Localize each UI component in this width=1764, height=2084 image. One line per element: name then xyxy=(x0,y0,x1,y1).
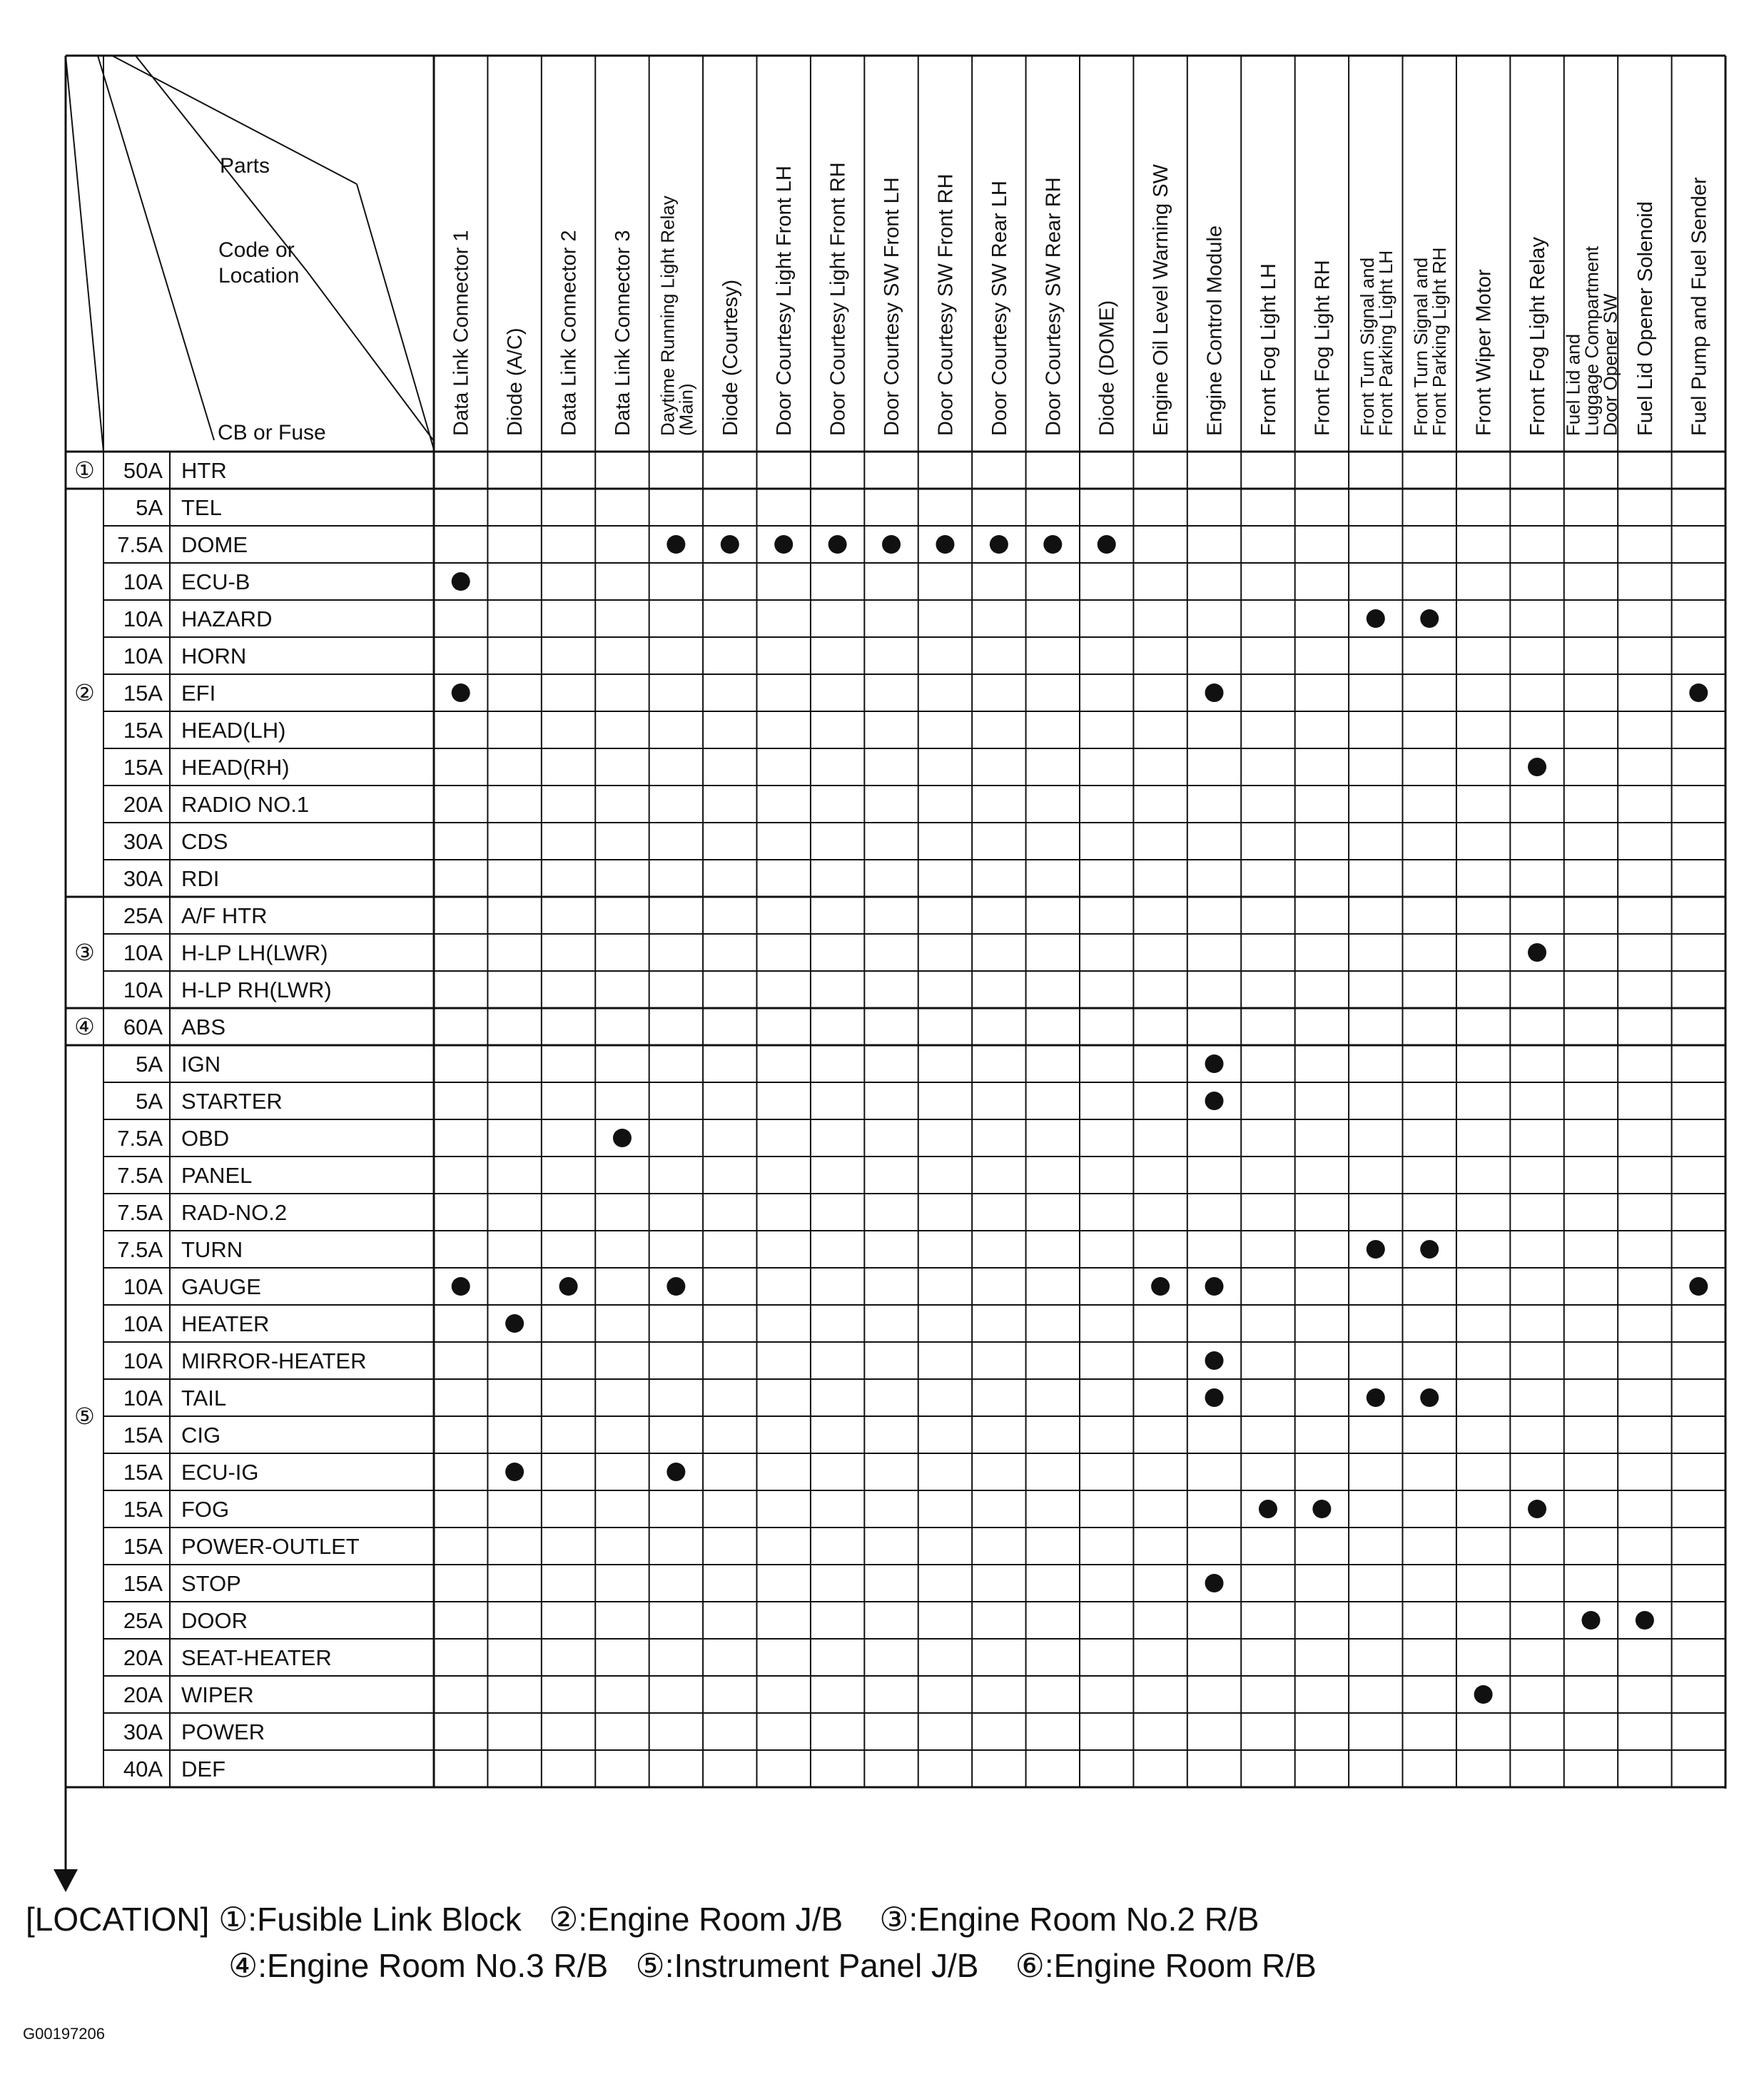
part-header-22: Fuel Lid and xyxy=(1562,333,1584,436)
fuse-name: STOP xyxy=(181,1571,241,1596)
fuse-name: RADIO NO.1 xyxy=(181,792,310,817)
fuse-amperage: 10A xyxy=(123,644,163,669)
fuse-amperage: 10A xyxy=(123,940,163,965)
connection-dot xyxy=(1474,1685,1493,1704)
fuse-name: HTR xyxy=(181,458,227,483)
fuse-amperage: 15A xyxy=(123,681,163,706)
part-header-22: Luggage Compartment xyxy=(1581,246,1603,436)
fuse-name: SEAT-HEATER xyxy=(181,1645,332,1670)
part-header-4: Data Link Connector 3 xyxy=(611,230,634,436)
connection-dot xyxy=(1312,1500,1331,1518)
fuse-amperage: 50A xyxy=(123,458,163,483)
fuse-name: H-LP LH(LWR) xyxy=(181,940,328,965)
connection-dot xyxy=(1205,1574,1224,1592)
connection-dot xyxy=(828,535,847,554)
code-location-label: Code or xyxy=(218,238,295,262)
fuse-name: TAIL xyxy=(181,1386,227,1410)
connection-dot xyxy=(1043,535,1062,554)
connection-dot xyxy=(505,1314,524,1333)
fuse-name: TEL xyxy=(181,495,222,520)
fuse-amperage: 10A xyxy=(123,977,163,1002)
part-header-14: Engine Oil Level Warning SW xyxy=(1150,164,1173,436)
fuse-name: EFI xyxy=(181,681,216,706)
connection-dot xyxy=(721,535,739,554)
connection-dot xyxy=(1689,1277,1708,1296)
fuse-name: DOOR xyxy=(181,1608,248,1633)
connection-dot xyxy=(1420,1240,1439,1259)
connection-dot xyxy=(882,535,901,554)
fuse-amperage: 15A xyxy=(123,1423,163,1448)
connection-dot xyxy=(1581,1611,1600,1630)
fuse-amperage: 30A xyxy=(123,829,163,854)
header-diagonal xyxy=(307,271,434,441)
part-header-11: Door Courtesy SW Rear LH xyxy=(988,181,1011,436)
connection-dot xyxy=(1528,1500,1546,1518)
fuse-name: DOME xyxy=(181,532,248,557)
parts-label: Parts xyxy=(220,154,270,178)
connection-dot xyxy=(1205,1388,1224,1407)
code-location-label: Location xyxy=(218,264,300,288)
fuse-amperage: 30A xyxy=(123,1719,163,1744)
part-header-15: Engine Control Module xyxy=(1203,225,1227,436)
connection-dot xyxy=(1151,1277,1170,1296)
fuse-amperage: 5A xyxy=(136,1052,163,1077)
fuse-amperage: 10A xyxy=(123,1274,163,1299)
fuse-amperage: 15A xyxy=(123,1571,163,1596)
part-header-23: Fuel Lid Opener Solenoid xyxy=(1633,201,1657,436)
fuse-amperage: 15A xyxy=(123,1460,163,1485)
header-diagonal xyxy=(357,184,434,449)
fuse-amperage: 20A xyxy=(123,1682,163,1707)
fuse-name: A/F HTR xyxy=(181,903,268,928)
fuse-name: ECU-IG xyxy=(181,1460,259,1485)
connection-dot xyxy=(1205,1277,1224,1296)
connection-dot xyxy=(613,1129,632,1147)
header-diagonal xyxy=(66,56,103,452)
part-header-20: Front Wiper Motor xyxy=(1472,269,1496,436)
location-legend-line-2: ④:Engine Room No.3 R/B ⑤:Instrument Panel J/B ⑥:Engine Room R/B xyxy=(228,1947,1317,1984)
part-header-9: Door Courtesy SW Front LH xyxy=(881,177,904,436)
fuse-amperage: 15A xyxy=(123,1497,163,1522)
fuse-amperage: 10A xyxy=(123,1348,163,1373)
connection-dot xyxy=(990,535,1008,554)
fuse-amperage: 7.5A xyxy=(117,532,163,557)
fuse-amperage: 30A xyxy=(123,866,163,891)
location-arrow-head xyxy=(54,1869,78,1892)
connection-dot xyxy=(666,1277,685,1296)
part-header-16: Front Fog Light LH xyxy=(1257,263,1280,436)
part-header-22: Door Opener SW xyxy=(1599,293,1621,436)
connection-dot xyxy=(452,572,470,591)
connection-dot xyxy=(1259,1500,1277,1518)
part-header-17: Front Fog Light RH xyxy=(1311,260,1334,436)
fuse-name: HEAD(RH) xyxy=(181,755,290,780)
fuse-amperage: 15A xyxy=(123,718,163,743)
connection-dot xyxy=(1420,609,1439,628)
fuse-name: PANEL xyxy=(181,1163,253,1188)
location-legend-line-1: [LOCATION] ①:Fusible Link Block ②:Engine Room J/B ③:Engine Room No.2 R/B xyxy=(26,1901,1259,1938)
connection-dot xyxy=(1205,1054,1224,1073)
connection-dot xyxy=(505,1463,524,1481)
fuse-name: CDS xyxy=(181,829,228,854)
connection-dot xyxy=(452,683,470,702)
fuse-amperage: 25A xyxy=(123,1608,163,1633)
location-code-2: ② xyxy=(74,680,95,706)
connection-dot xyxy=(666,1463,685,1481)
part-header-7: Door Courtesy Light Front LH xyxy=(773,166,796,436)
part-header-3: Data Link Connector 2 xyxy=(557,230,581,436)
fuse-name: WIPER xyxy=(181,1682,254,1707)
location-code-4: ④ xyxy=(74,1014,95,1040)
fuse-name: STARTER xyxy=(181,1089,283,1114)
connection-dot xyxy=(1205,1351,1224,1370)
part-header-8: Door Courtesy Light Front RH xyxy=(826,162,850,436)
fuse-name: HEATER xyxy=(181,1311,270,1336)
connection-dot xyxy=(1205,683,1224,702)
fuse-name: MIRROR-HEATER xyxy=(181,1348,367,1373)
fuse-name: RDI xyxy=(181,866,220,891)
part-header-19: Front Parking Light RH xyxy=(1429,247,1451,436)
part-header-21: Front Fog Light Relay xyxy=(1526,237,1550,436)
part-header-10: Door Courtesy SW Front RH xyxy=(934,173,958,436)
header-diagonal xyxy=(98,56,214,440)
connection-dot xyxy=(1098,535,1116,554)
part-header-24: Fuel Pump and Fuel Sender xyxy=(1688,177,1711,436)
part-header-18: Front Parking Light LH xyxy=(1374,250,1396,436)
fuse-name: POWER xyxy=(181,1719,265,1744)
fuse-name: POWER-OUTLET xyxy=(181,1534,360,1559)
part-header-5: (Main) xyxy=(675,383,697,436)
fuse-amperage: 25A xyxy=(123,903,163,928)
fuse-amperage: 20A xyxy=(123,792,163,817)
fuse-name: ABS xyxy=(181,1015,226,1040)
part-header-6: Diode (Courtesy) xyxy=(719,279,742,436)
connection-dot xyxy=(1205,1092,1224,1110)
part-header-5: Daytime Running Light Relay xyxy=(657,195,679,436)
fuse-amperage: 60A xyxy=(123,1015,163,1040)
location-code-3: ③ xyxy=(74,940,95,965)
fuse-name: GAUGE xyxy=(181,1274,261,1299)
fuse-amperage: 7.5A xyxy=(117,1237,163,1262)
fuse-amperage: 10A xyxy=(123,1311,163,1336)
part-header-1: Data Link Connector 1 xyxy=(450,230,473,436)
connection-dot xyxy=(1528,943,1546,962)
fuse-amperage: 10A xyxy=(123,569,163,594)
connection-dot xyxy=(1636,1611,1654,1630)
connection-dot xyxy=(936,535,954,554)
part-header-13: Diode (DOME) xyxy=(1095,300,1119,436)
connection-dot xyxy=(1528,758,1546,776)
fuse-name: TURN xyxy=(181,1237,243,1262)
fuse-name: HAZARD xyxy=(181,606,273,631)
fuse-name: FOG xyxy=(181,1497,230,1522)
connection-dot xyxy=(666,535,685,554)
connection-dot xyxy=(774,535,793,554)
connection-dot xyxy=(1420,1388,1439,1407)
fuse-amperage: 5A xyxy=(136,1089,163,1114)
fuse-amperage: 7.5A xyxy=(117,1200,163,1225)
fuse-name: ECU-B xyxy=(181,569,250,594)
part-header-19: Front Turn Signal and xyxy=(1410,257,1432,436)
part-header-18: Front Turn Signal and xyxy=(1356,257,1378,436)
fuse-name: HEAD(LH) xyxy=(181,718,286,743)
connection-dot xyxy=(1367,1388,1385,1407)
fuse-name: RAD-NO.2 xyxy=(181,1200,288,1225)
connection-dot xyxy=(559,1277,578,1296)
fuse-amperage: 20A xyxy=(123,1645,163,1670)
cb-fuse-label: CB or Fuse xyxy=(218,421,326,444)
connection-dot xyxy=(1689,683,1708,702)
location-code-1: ① xyxy=(74,457,95,483)
fuse-name: CIG xyxy=(181,1423,221,1448)
part-header-12: Door Courtesy SW Rear RH xyxy=(1042,177,1065,436)
fuse-amperage: 7.5A xyxy=(117,1163,163,1188)
connection-dot xyxy=(452,1277,470,1296)
fuse-amperage: 10A xyxy=(123,606,163,631)
figure-id: G00197206 xyxy=(23,2025,105,2043)
fuse-name: OBD xyxy=(181,1126,230,1151)
fuse-amperage: 40A xyxy=(123,1757,163,1781)
fuse-amperage: 10A xyxy=(123,1386,163,1410)
fuse-amperage: 15A xyxy=(123,1534,163,1559)
location-code-5: ⑤ xyxy=(74,1403,95,1429)
fuse-name: HORN xyxy=(181,644,247,669)
fuse-name: IGN xyxy=(181,1052,221,1077)
connection-dot xyxy=(1367,609,1385,628)
fuse-amperage: 5A xyxy=(136,495,163,520)
part-header-2: Diode (A/C) xyxy=(504,327,527,436)
fuse-amperage: 7.5A xyxy=(117,1126,163,1151)
connection-dot xyxy=(1367,1240,1385,1259)
fuse-name: DEF xyxy=(181,1757,225,1781)
fuse-amperage: 15A xyxy=(123,755,163,780)
fuse-name: H-LP RH(LWR) xyxy=(181,977,332,1002)
